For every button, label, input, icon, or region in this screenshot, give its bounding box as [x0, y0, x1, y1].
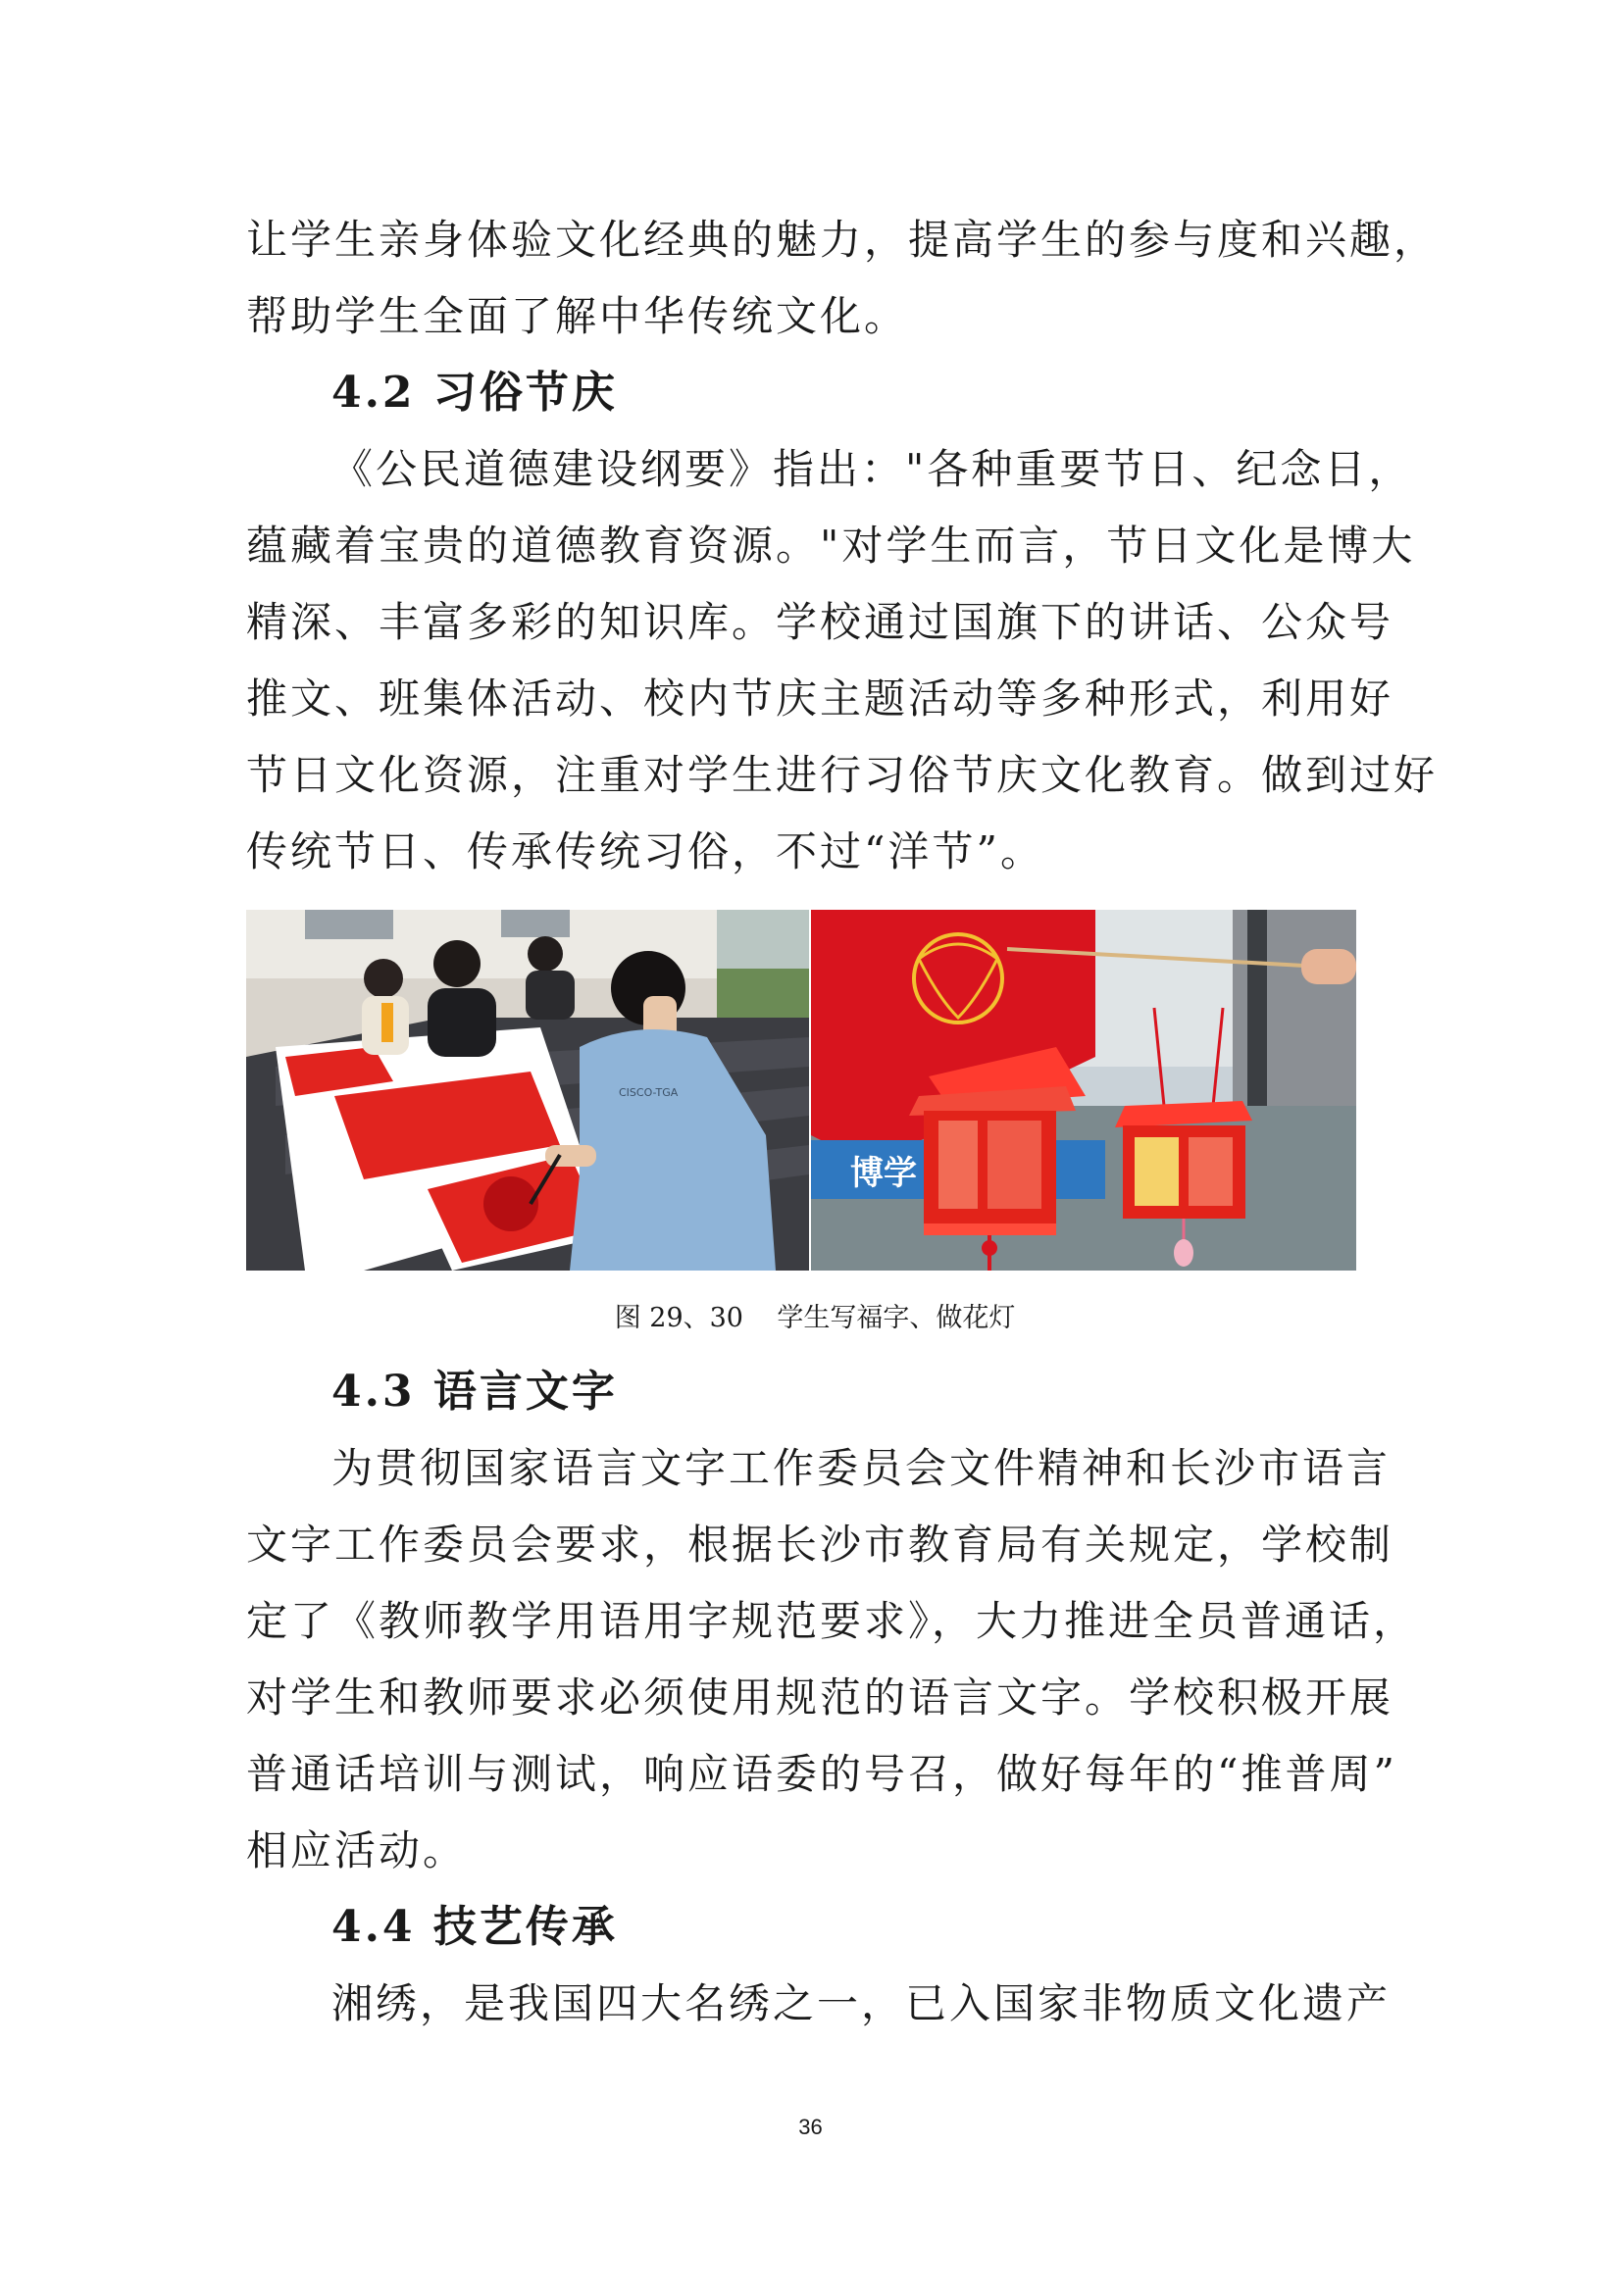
paragraph-line: 对学生和教师要求必须使用规范的语言文字。学校积极开展: [246, 1673, 1394, 1722]
paragraph-line: 湘绣，是我国四大名绣之一，已入国家非物质文化遗产: [331, 1979, 1392, 2027]
page-number: 36: [798, 2115, 823, 2139]
section-heading-4-2: 4.2 习俗节庆: [331, 368, 618, 418]
paragraph-line: 相应活动。: [246, 1826, 468, 1874]
paragraph-line: 蕴藏着宝贵的道德教育资源。"对学生而言，节日文化是博大: [246, 522, 1416, 570]
paragraph-line: 传统节日、传承传统习俗，不过“洋节”。: [246, 827, 1044, 875]
paragraph-line: 《公民道德建设纲要》指出："各种重要节日、纪念日，: [331, 445, 1413, 493]
paragraph-line: 帮助学生全面了解中华传统文化。: [246, 292, 909, 340]
photo-students-writing-fu: [246, 910, 809, 1271]
paragraph-line: 文字工作委员会要求，根据长沙市教育局有关规定，学校制: [246, 1521, 1394, 1569]
paragraph-line: 精深、丰富多彩的知识库。学校通过国旗下的讲话、公众号: [246, 598, 1394, 646]
paragraph-line: 为贯彻国家语言文字工作委员会文件精神和长沙市语言: [331, 1444, 1392, 1492]
figure-caption: 图 29、30 学生写福字、做花灯: [614, 1303, 1016, 1333]
paragraph-line: 定了《教师教学用语用字规范要求》，大力推进全员普通话，: [246, 1597, 1418, 1645]
sign-text: 博学: [850, 1154, 917, 1193]
paragraph-line: 普通话培训与测试，响应语委的号召，做好每年的“推普周”: [246, 1750, 1397, 1798]
section-heading-4-4: 4.4 技艺传承: [331, 1902, 618, 1952]
paragraph-line: 让学生亲身体验文化经典的魅力，提高学生的参与度和兴趣，: [246, 216, 1439, 264]
photo-handmade-lanterns: [811, 910, 1356, 1271]
section-heading-4-3: 4.3 语言文字: [331, 1367, 618, 1417]
paragraph-line: 节日文化资源，注重对学生进行习俗节庆文化教育。做到过好: [246, 751, 1439, 799]
paragraph-line: 推文、班集体活动、校内节庆主题活动等多种形式，利用好: [246, 674, 1394, 723]
hoodie-text: CISCO-TGA: [619, 1086, 679, 1099]
